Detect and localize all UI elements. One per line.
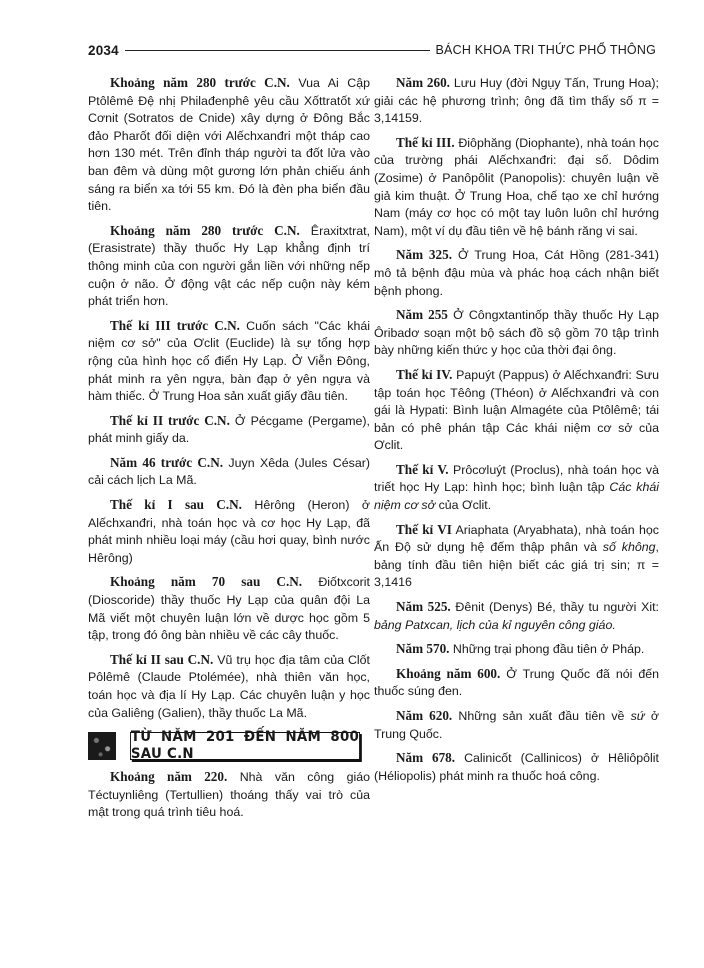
entry: Khoảng năm 280 trước C.N. Êraxitxtrat, (Erasistrate) thầy thuốc Hy Lạp khẳng định trí thông minh của con người gắn liền với những nếp cuộn ở não. Ở động vật các nếp cuộn này kém phát triển hơn. [88,222,371,309]
right-column [374,74,659,791]
entry: Khoảng năm 220. Nhà văn công giáo Téctuynliêng (Tertullien) thoáng thấy vai trò của mật trong quá trình tiêu hoá. [88,769,371,820]
running-title: BÁCH KHOA TRI THỨC PHỔ THÔNG [435,43,656,57]
entry: Khoảng năm 280 trước C.N. Vua Ai Cập Ptôlêmê Đệ nhị Philađenphê yêu cầu Xốttratốt xứ Cơnit (Sotratos de Cnide) xây dựng ở Đông Bắc đảo Pharốt đối diện với Alếchxanđri một tháp cao hơn 130 mét. Trên đỉnh tháp người ta đốt lửa vào ban đêm và dùng một gương lớn phản chiếu ánh sáng ra biển xa tới 55 km. Đó là đèn pha biển đầu tiên. [88,75,370,214]
entry: Khoảng năm 600. Ở Trung Quốc đã nói đến thuốc súng đen. [374,665,659,699]
entry: Năm 620. Những sản xuất đầu tiên về sứ ở Trung Quốc. [374,708,659,741]
header-rule [125,50,430,51]
entry: Năm 46 trước C.N. Juyn Xêda (Jules César) cải cách lịch La Mã. [88,454,370,488]
entry: Năm 255 Ở Côngxtantinốp thầy thuốc Hy Lạp Ôribadơ soạn một bộ sách đồ sộ gồm 70 tập trình bày những kiến thức y học của thời đại ông. [374,307,659,358]
page-number: 2034 [88,42,119,58]
entry: Thế kỉ II trước C.N. Ở Pécgame (Pergame), phát minh giấy da. [88,412,370,446]
entry: Thế kỉ II sau C.N. Vũ trụ học địa tâm của Clốt Pôlêmê (Claude Ptolémée), nhà thiên văn học, toán học và địa lí Hy Lạp. Các chuyên luận y học của Galiêng (Galien), thầy thuốc La Mã. [88,651,370,720]
entry: Năm 260. Lưu Huy (đời Ngụy Tấn, Trung Hoa); giải các hệ phương trình; ông đã tìm thấy số π = 3,14159. [374,75,659,126]
section-title: TỪ NĂM 201 ĐẾN NĂM 800 SAU C.N [130,728,360,763]
entry: Khoảng năm 70 sau C.N. Điốtxcorit (Dioscoride) thầy thuốc Hy Lạp của quân đội La Mã viết một chuyên luận lớn về dược học gồm 5 tập, trong đó ông bàn nhiều về các cây thuốc. [88,574,370,643]
section-ornament-icon [88,732,116,760]
entry: Thế kỉ III trước C.N. Cuốn sách "Các khái niệm cơ sở" của Ơclit (Euclide) là sự tổng hợp rộng của hình học cổ điển Hy Lạp. Ở Viễn Đông, phát minh ra yên ngựa, bàn đạp ở yên ngựa và hàm thiếc. Ở Trung Hoa sản xuất giấy đầu tiên. [88,317,370,404]
page-header [88,40,656,60]
entry: Năm 325. Ở Trung Hoa, Cát Hồng (281-341) mô tả bệnh đậu mùa và phác hoạ cách nhận biết bệnh phong. [374,247,659,298]
entry: Thế kỉ V. Prôcơluýt (Proclus), nhà toán học và triết học Hy Lạp: hình học; bình luận tập Các khái niệm cơ sở của Ơclit. [374,461,659,513]
entry: Thế kỉ VI Ariaphata (Aryabhata), nhà toán học Ấn Độ sử dụng hệ đếm thập phân và số không, bảng tính đầu tiên hiện biết các giá trị sin; π = 3,1416 [374,521,660,590]
entry: Thế kỉ IV. Papuýt (Pappus) ở Alếchxanđri: Sưu tập toán học Têông (Théon) ở Alếchxanđri và con gái là Hypati: Bình luận Almagéte của Ptôlêmê; tái bản có phê phán tập Các khái niệm cơ sở của Ơclit. [374,366,659,453]
entry: Năm 678. Calinicốt (Callinicos) ở Hêliôpôlit (Héliopolis) phát minh ra thuốc hoá công. [374,750,660,783]
entry: Năm 570. Những trại phong đầu tiên ở Pháp. [396,641,645,657]
left-column [88,74,370,828]
entry: Năm 525. Đênit (Denys) Bé, thầy tu người Xit: bảng Patxcan, lịch của kỉ nguyên công giáo. [374,599,659,632]
entry: Thế kỉ I sau C.N. Hêrông (Heron) ở Alếchxanđri, nhà toán học và cơ học Hy Lạp, đã phát minh nhiều loại máy (cầu hơi quay, bình nước Hêrông) [88,497,370,565]
section-heading [88,728,370,763]
entry: Thế kỉ III. Điôphăng (Diophante), nhà toán học của trường phái Alếchxanđri: đại số. Dôdim (Zosime) ở Panôpôlit (Panopolis): chuyên luận về giả kim thuật. Ở Trung Hoa, chế tạo xe chỉ hướng Nam (máy cơ học có một tay luôn luôn chỉ hướng Nam), một ví dụ đầu tiên về hệ bánh răng vi sai. [374,134,659,238]
